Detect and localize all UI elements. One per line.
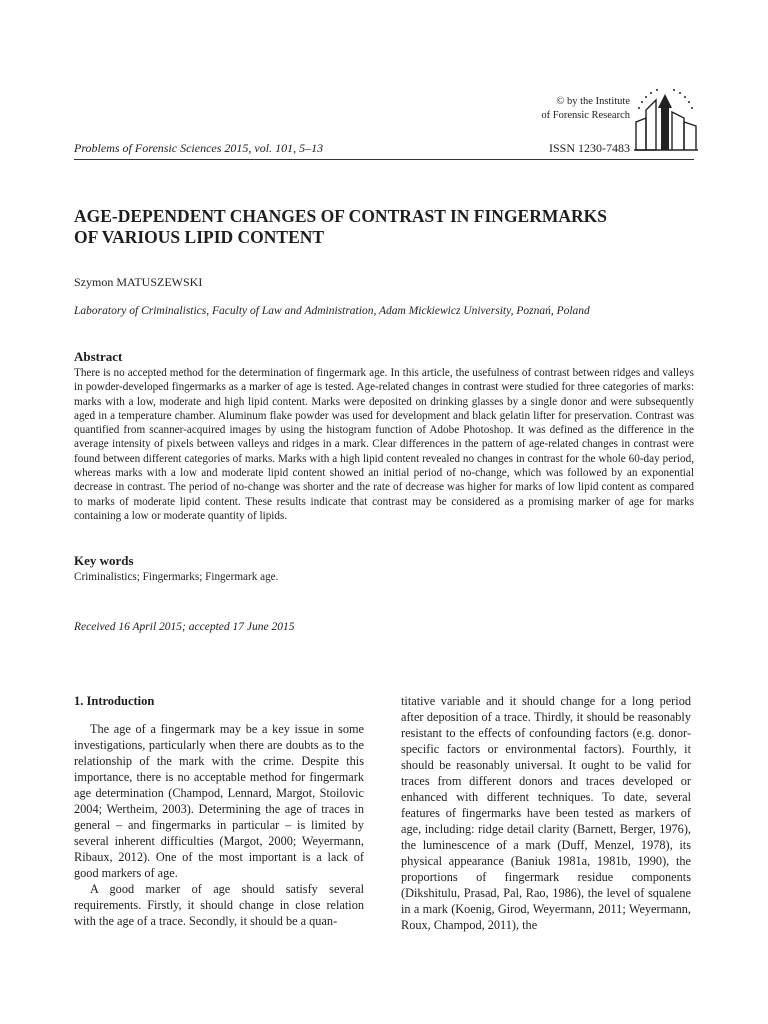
copyright-line-1: © by the Institute xyxy=(556,96,630,107)
abstract-heading: Abstract xyxy=(74,349,123,364)
received-dates: Received 16 April 2015; accepted 17 June 2015 xyxy=(74,621,295,633)
paragraph: titative variable and it should change for a long period after deposition of a trace. Thirdly, it should be reasonably resistant to the effects of confounding factors (e.g. donor-specific factors or environmental factors). Fourthly, it should be reasonably universal. It ought to be valid for traces from different donors and traces developed or enhanced with different techniques. To date, several features of fingermarks have been tested as markers of age, including: ridge detail clarity (Barnett, Berger, 1976), the luminescence of a mark (Duff, Menzel, 1978), its physical appearance (Baniuk 1981a, 1981b, 1990), the proportions of fingermark residue components (Dikshitulu, Prasad, Pal, Rao, 1986), the level of squalene in a mark (Koenig, Girod, Weyermann, 2011; Weyermann, Roux, Champod, 2011), the xyxy=(401,694,691,932)
copyright-line-2: of Forensic Research xyxy=(541,110,630,121)
body-column-left xyxy=(74,693,364,929)
keywords: Criminalistics; Fingermarks; Fingermark age. xyxy=(74,571,279,583)
abstract-text: There is no accepted method for the determination of fingermark age. In this article, the usefulness of contrast between ridges and valleys in powder-developed fingermarks as a marker of age is tested. Age-related changes in contrast were studied for three categories of marks: marks with a low, moderate and high lipid content. Marks were deposited on drinking glasses by a single donor and were subsequently aged in a temperature chamber. Aluminum flake powder was used for development and black gelatin lifter for preservation. Contrast was quantified from scanner-acquired images by using the histogram function of Adobe Photoshop. It was defined as the difference in the average intensity of pixels between valleys and ridges in a mark. Clear differences in the pattern of age-related changes in contrast were found between different categories of marks. Marks with a high lipid content revealed no changes in contrast for the whole 60-day period, whereas marks with a low and moderate lipid content showed an initial period of no-change, which was followed by an exponential decrease in contrast. The period of no-change was shorter and the rate of decrease was higher for marks of low lipid content as compared to marks of moderate lipid content. These results indicate that contrast may be considered as a promising marker of age for marks containing a low or moderate quantity of lipids. xyxy=(74,367,694,522)
article-title xyxy=(74,206,694,248)
journal-citation: Problems of Forensic Sciences 2015, vol. 101, 5–13 xyxy=(74,141,324,155)
author: Szymon MATUSZEWSKI xyxy=(74,275,203,289)
institute-logo xyxy=(632,88,700,154)
body-column-right xyxy=(401,693,691,933)
paragraph: The age of a fingermark may be a key issue in some investigations, particularly when there are doubts as to the relationship of the mark with the crime. Despite this importance, there is no acceptable method for fingermark age determination (Champod, Lennard, Margot, Stoilovic 2004; Wertheim, 2003). Determining the age of traces in general – and fingermarks in particular – is limited by several inherent difficulties (Margot, 2000; Weyermann, Ribaux, 2012). One of the most important is a lack of good markers of age. xyxy=(74,722,364,880)
title-line-1: AGE-DEPENDENT CHANGES OF CONTRAST IN FINGERMARKS xyxy=(74,206,608,226)
affiliation: Laboratory of Criminalistics, Faculty of Law and Administration, Adam Mickiewicz University, Poznań, Poland xyxy=(74,305,590,317)
title-line-2: OF VARIOUS LIPID CONTENT xyxy=(74,227,325,247)
paragraph: A good marker of age should satisfy several requirements. Firstly, it should change in close relation with the age of a trace. Secondly, it should be a quan- xyxy=(74,882,364,928)
issn: ISSN 1230-7483 xyxy=(548,141,630,155)
section-heading: 1. Introduction xyxy=(74,694,155,708)
header-divider xyxy=(74,159,694,160)
keywords-heading: Key words xyxy=(74,553,134,568)
copyright-notice xyxy=(541,95,630,123)
